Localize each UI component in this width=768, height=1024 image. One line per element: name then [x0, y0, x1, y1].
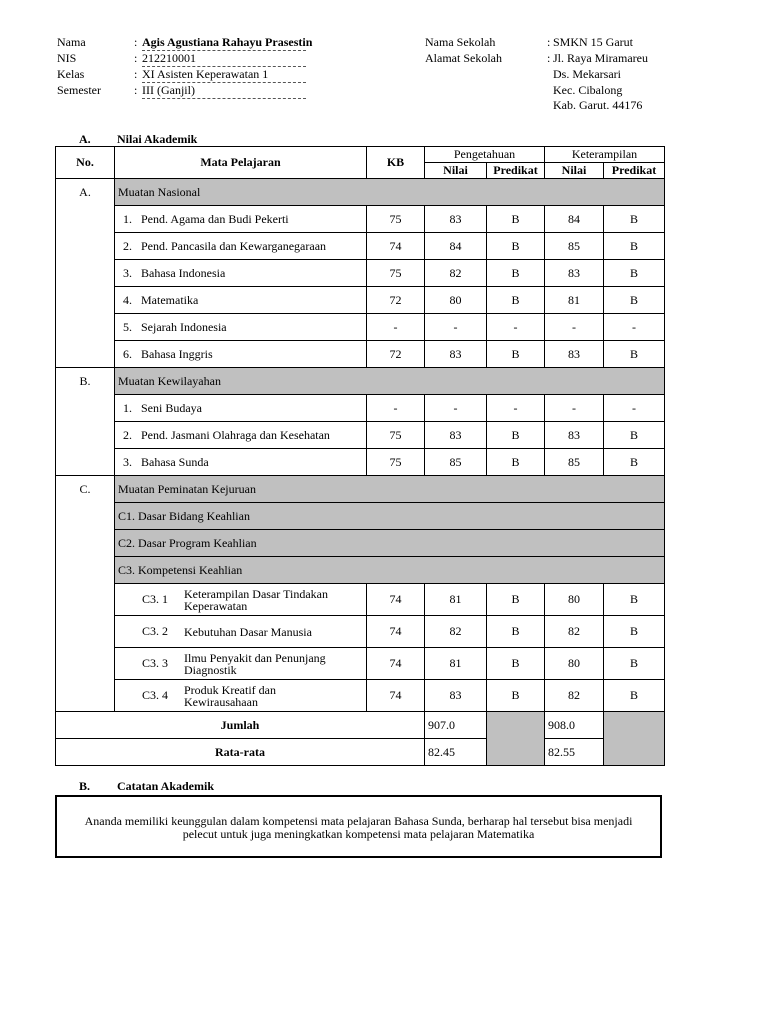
- header-no: No.: [56, 147, 115, 179]
- pengetahuan-predikat-cell: B: [487, 341, 545, 368]
- subject-cell: [115, 287, 367, 314]
- table-row: [56, 422, 665, 449]
- rata-keterampilan: 82.55: [545, 739, 604, 766]
- table-row: [56, 233, 665, 260]
- subject-number: 6.: [123, 346, 132, 361]
- jumlah-row: [56, 712, 665, 739]
- subject-number: 3.: [123, 265, 132, 280]
- table-row: [56, 341, 665, 368]
- competency-code: C3. 2: [142, 624, 169, 638]
- rata-pengetahuan: 82.45: [425, 739, 487, 766]
- subject-cell: [115, 314, 367, 341]
- keterampilan-nilai-cell: 83: [545, 260, 604, 287]
- pengetahuan-predikat-cell: B: [487, 422, 545, 449]
- pengetahuan-predikat-cell: B: [487, 206, 545, 233]
- subgroup-row: [56, 503, 665, 530]
- pengetahuan-predikat-cell: B: [487, 584, 545, 616]
- no-cell: [56, 616, 115, 648]
- pengetahuan-predikat-cell: B: [487, 287, 545, 314]
- header-pengetahuan: Pengetahuan: [425, 147, 545, 163]
- no-cell: [56, 287, 115, 314]
- colon: :: [547, 51, 551, 65]
- catatan-box: [55, 795, 662, 858]
- subgroup-row: [56, 530, 665, 557]
- header-nilai: Nilai: [545, 163, 604, 179]
- competency: [118, 684, 363, 708]
- subject-cell: [115, 422, 367, 449]
- subject-cell: [115, 395, 367, 422]
- keterampilan-predikat-cell: B: [604, 584, 665, 616]
- no-cell: [56, 314, 115, 341]
- semester-value: III (Ganjil): [142, 82, 306, 99]
- subject-name: Pend. Jasmani Olahraga dan Kesehatan: [141, 427, 330, 442]
- keterampilan-nilai-cell: -: [545, 395, 604, 422]
- header-nilai: Nilai: [425, 163, 487, 179]
- pengetahuan-nilai-cell: 81: [425, 584, 487, 616]
- table-row: [56, 648, 665, 680]
- table-row: [56, 616, 665, 648]
- kb-cell: 74: [367, 680, 425, 712]
- no-cell: [56, 206, 115, 233]
- keterampilan-predikat-cell: B: [604, 287, 665, 314]
- pengetahuan-nilai-cell: 81: [425, 648, 487, 680]
- alamat-line-1: Jl. Raya Miramareu: [553, 51, 648, 65]
- section-b-text: Catatan Akademik: [117, 779, 215, 793]
- alamat-sekolah-label: Alamat Sekolah: [425, 51, 502, 65]
- header-predikat: Predikat: [604, 163, 665, 179]
- pengetahuan-predikat-cell: -: [487, 395, 545, 422]
- grades-body: [56, 179, 665, 766]
- subgroup-row: [56, 557, 665, 584]
- keterampilan-nilai-cell: 81: [545, 287, 604, 314]
- competency-cell: [115, 616, 367, 648]
- subject-name: Sejarah Indonesia: [141, 319, 227, 334]
- group-title: Muatan Nasional: [115, 179, 665, 206]
- subject: [118, 293, 363, 308]
- subject-cell: [115, 233, 367, 260]
- keterampilan-nilai-cell: 83: [545, 341, 604, 368]
- subgroup-title: C3. Kompetensi Keahlian: [115, 557, 665, 584]
- group-no: A.: [56, 179, 115, 206]
- keterampilan-nilai-cell: 80: [545, 584, 604, 616]
- keterampilan-predikat-cell: B: [604, 341, 665, 368]
- group-no: B.: [56, 368, 115, 395]
- competency-cell: [115, 648, 367, 680]
- pengetahuan-nilai-cell: 82: [425, 616, 487, 648]
- colon: :: [134, 67, 138, 81]
- no-cell: [56, 503, 115, 530]
- keterampilan-predikat-cell: B: [604, 206, 665, 233]
- competency-cell: [115, 584, 367, 616]
- keterampilan-nilai-cell: 80: [545, 648, 604, 680]
- section-b-letter: B.: [79, 779, 91, 793]
- subject-number: 5.: [123, 319, 132, 334]
- no-cell: [56, 395, 115, 422]
- competency-code: C3. 1: [142, 592, 169, 606]
- kb-cell: 75: [367, 260, 425, 287]
- keterampilan-nilai-cell: 84: [545, 206, 604, 233]
- nama-sekolah-value: SMKN 15 Garut: [553, 35, 633, 49]
- subject: [118, 239, 363, 254]
- header-predikat: Predikat: [487, 163, 545, 179]
- shaded-cell: [487, 712, 545, 766]
- pengetahuan-nilai-cell: 83: [425, 680, 487, 712]
- keterampilan-nilai-cell: 82: [545, 680, 604, 712]
- no-cell: [56, 648, 115, 680]
- kb-cell: 72: [367, 287, 425, 314]
- subject-name: Bahasa Inggris: [141, 346, 213, 361]
- colon: :: [134, 83, 138, 97]
- competency-name: Kebutuhan Dasar Manusia: [184, 624, 312, 639]
- keterampilan-predikat-cell: B: [604, 260, 665, 287]
- rata-label: Rata-rata: [56, 739, 425, 766]
- subject: [118, 266, 363, 281]
- group-row: [56, 368, 665, 395]
- keterampilan-predikat-cell: B: [604, 616, 665, 648]
- subject-number: 4.: [123, 292, 132, 307]
- no-cell: [56, 584, 115, 616]
- catatan-text: Ananda memiliki keunggulan dalam kompetensi mata pelajaran Bahasa Sunda, berharap hal tersebut bisa menjadi pelecut untuk juga meningkatkan kompetensi mata pelajaran Matematika: [84, 814, 633, 841]
- subject-number: 2.: [123, 238, 132, 253]
- subject: [118, 401, 363, 416]
- competency-cell: [115, 680, 367, 712]
- nis-value: 212210001: [142, 50, 306, 67]
- group-row: [56, 179, 665, 206]
- subject-name: Seni Budaya: [141, 400, 202, 415]
- section-a-letter: A.: [79, 132, 91, 146]
- alamat-line-2: Ds. Mekarsari: [553, 67, 621, 81]
- subject-cell: [115, 341, 367, 368]
- table-row: [56, 206, 665, 233]
- competency-name: Ilmu Penyakit dan Penunjang Diagnostik: [184, 650, 326, 677]
- table-row: [56, 395, 665, 422]
- shaded-cell: [604, 712, 665, 766]
- no-cell: [56, 557, 115, 584]
- jumlah-keterampilan: 908.0: [545, 712, 604, 739]
- pengetahuan-predikat-cell: B: [487, 616, 545, 648]
- group-title: Muatan Peminatan Kejuruan: [115, 476, 665, 503]
- colon: :: [547, 35, 551, 49]
- subject-cell: [115, 449, 367, 476]
- pengetahuan-nilai-cell: 82: [425, 260, 487, 287]
- table-row: [56, 314, 665, 341]
- pengetahuan-predikat-cell: B: [487, 449, 545, 476]
- competency-name: Keterampilan Dasar Tindakan Keperawatan: [184, 586, 328, 613]
- nama-label: Nama: [57, 35, 86, 49]
- nama-value: Agis Agustiana Rahayu Prasestin: [142, 35, 313, 49]
- pengetahuan-nilai-cell: -: [425, 395, 487, 422]
- subject-name: Pend. Agama dan Budi Pekerti: [141, 211, 289, 226]
- competency-name: Produk Kreatif dan Kewirausahaan: [184, 682, 276, 709]
- keterampilan-predikat-cell: -: [604, 395, 665, 422]
- group-row: [56, 476, 665, 503]
- subject: [118, 212, 363, 227]
- subject-number: 1.: [123, 400, 132, 415]
- subject: [118, 428, 363, 443]
- alamat-line-4: Kab. Garut. 44176: [553, 98, 643, 112]
- kb-cell: 75: [367, 422, 425, 449]
- pengetahuan-nilai-cell: 85: [425, 449, 487, 476]
- kb-cell: 75: [367, 449, 425, 476]
- no-cell: [56, 530, 115, 557]
- keterampilan-nilai-cell: -: [545, 314, 604, 341]
- table-row: [56, 680, 665, 712]
- pengetahuan-predikat-cell: B: [487, 233, 545, 260]
- pengetahuan-nilai-cell: 84: [425, 233, 487, 260]
- competency-code: C3. 3: [142, 656, 169, 670]
- pengetahuan-predikat-cell: B: [487, 260, 545, 287]
- semester-label: Semester: [57, 83, 101, 97]
- subject-name: Matematika: [141, 292, 199, 307]
- kb-cell: -: [367, 314, 425, 341]
- section-b-title: [79, 779, 214, 794]
- header-keterampilan: Keterampilan: [545, 147, 665, 163]
- colon: :: [134, 51, 138, 65]
- subgroup-title: C1. Dasar Bidang Keahlian: [115, 503, 665, 530]
- grades-table: [55, 146, 665, 766]
- rata-row: [56, 739, 665, 766]
- section-a-title: [79, 132, 197, 147]
- jumlah-label: Jumlah: [56, 712, 425, 739]
- keterampilan-nilai-cell: 85: [545, 449, 604, 476]
- subgroup-title: C2. Dasar Program Keahlian: [115, 530, 665, 557]
- subject-number: 2.: [123, 427, 132, 442]
- keterampilan-predikat-cell: B: [604, 422, 665, 449]
- pengetahuan-nilai-cell: 83: [425, 341, 487, 368]
- pengetahuan-predikat-cell: B: [487, 680, 545, 712]
- no-cell: [56, 422, 115, 449]
- pengetahuan-nilai-cell: 83: [425, 422, 487, 449]
- keterampilan-predikat-cell: -: [604, 314, 665, 341]
- keterampilan-predikat-cell: B: [604, 233, 665, 260]
- kb-cell: 74: [367, 616, 425, 648]
- table-row: [56, 449, 665, 476]
- competency-code: C3. 4: [142, 688, 169, 702]
- competency: [118, 624, 363, 639]
- table-row: [56, 287, 665, 314]
- colon: :: [134, 35, 138, 49]
- keterampilan-predikat-cell: B: [604, 449, 665, 476]
- group-no: C.: [56, 476, 115, 503]
- alamat-line-3: Kec. Cibalong: [553, 83, 623, 97]
- subject-name: Bahasa Sunda: [141, 454, 209, 469]
- pengetahuan-nilai-cell: 80: [425, 287, 487, 314]
- no-cell: [56, 449, 115, 476]
- subject-number: 1.: [123, 211, 132, 226]
- no-cell: [56, 260, 115, 287]
- subject-cell: [115, 260, 367, 287]
- subject: [118, 320, 363, 335]
- subject: [118, 347, 363, 362]
- subject-number: 3.: [123, 454, 132, 469]
- keterampilan-nilai-cell: 82: [545, 616, 604, 648]
- kelas-value: XI Asisten Keperawatan 1: [142, 66, 306, 83]
- keterampilan-nilai-cell: 85: [545, 233, 604, 260]
- kb-cell: 74: [367, 648, 425, 680]
- pengetahuan-nilai-cell: -: [425, 314, 487, 341]
- no-cell: [56, 341, 115, 368]
- subject-name: Pend. Pancasila dan Kewarganegaraan: [141, 238, 327, 253]
- group-title: Muatan Kewilayahan: [115, 368, 665, 395]
- keterampilan-predikat-cell: B: [604, 680, 665, 712]
- kb-cell: 72: [367, 341, 425, 368]
- pengetahuan-nilai-cell: 83: [425, 206, 487, 233]
- kb-cell: -: [367, 395, 425, 422]
- competency: [118, 652, 363, 676]
- no-cell: [56, 680, 115, 712]
- subject-name: Bahasa Indonesia: [141, 265, 226, 280]
- kelas-label: Kelas: [57, 67, 85, 81]
- subject-cell: [115, 206, 367, 233]
- header-mapel: Mata Pelajaran: [115, 147, 367, 179]
- keterampilan-nilai-cell: 83: [545, 422, 604, 449]
- table-row: [56, 584, 665, 616]
- header-kb: KB: [367, 147, 425, 179]
- kb-cell: 74: [367, 233, 425, 260]
- no-cell: [56, 233, 115, 260]
- section-a-text: Nilai Akademik: [117, 132, 198, 146]
- kb-cell: 74: [367, 584, 425, 616]
- keterampilan-predikat-cell: B: [604, 648, 665, 680]
- nis-label: NIS: [57, 51, 77, 65]
- kb-cell: 75: [367, 206, 425, 233]
- table-row: [56, 260, 665, 287]
- competency: [118, 588, 363, 612]
- nama-sekolah-label: Nama Sekolah: [425, 35, 496, 49]
- pengetahuan-predikat-cell: B: [487, 648, 545, 680]
- subject: [118, 455, 363, 470]
- jumlah-pengetahuan: 907.0: [425, 712, 487, 739]
- pengetahuan-predikat-cell: -: [487, 314, 545, 341]
